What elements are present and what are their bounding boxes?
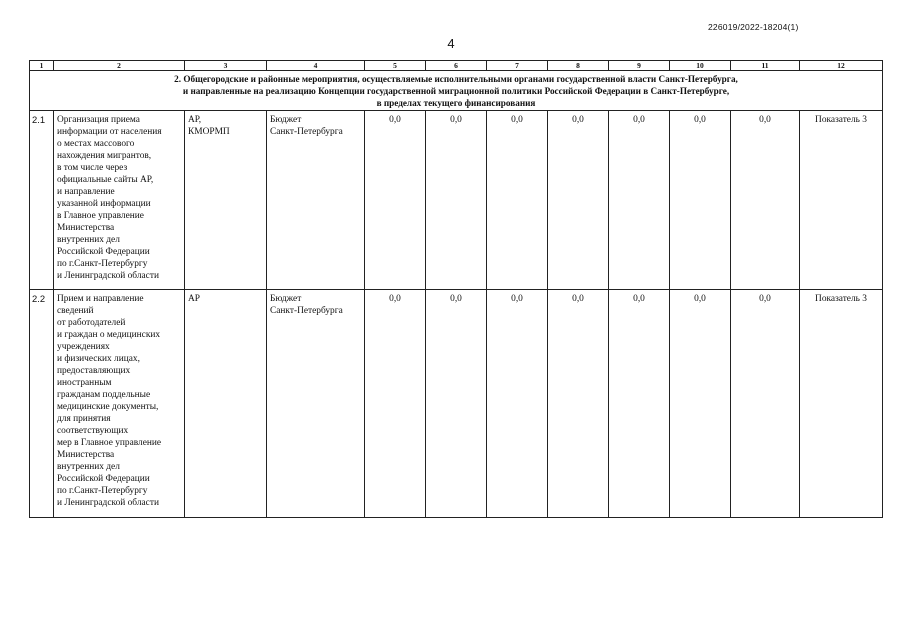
funding-value: 0,0 [731,289,800,517]
section-title-line: в пределах текущего финансирования [376,98,536,109]
funding-value: 0,0 [426,110,487,289]
funding-source [267,289,365,517]
executor [185,110,267,289]
text-line: АР [188,293,200,304]
funding-value: 0,0 [548,110,609,289]
column-number: 8 [548,61,609,71]
table-row [30,289,883,517]
column-number: 6 [426,61,487,71]
column-number: 10 [670,61,731,71]
text-line: Бюджет [270,293,302,304]
column-number: 5 [365,61,426,71]
page-number: 4 [447,36,455,51]
funding-value: 0,0 [609,289,670,517]
table-row [30,110,883,289]
column-number: 7 [487,61,548,71]
funding-source [267,110,365,289]
column-number: 4 [267,61,365,71]
text-line: и Ленинградской области [57,498,159,509]
text-line: иностранным [57,377,112,388]
text-line: предоставляющих [57,365,131,376]
activity-name [54,289,185,517]
section-title-line: 2. Общегородские и районные мероприятия, осуществляемые исполнительными органами государственной власти Санкт-Петербурга, [174,74,738,84]
text-line: Министерства [57,223,115,234]
text-line: гражданам поддельные [57,389,151,400]
column-number-row [30,61,883,71]
row-id: 2.1 [30,110,54,289]
text-line: внутренних дел [57,235,120,246]
executor [185,289,267,517]
column-number: 3 [185,61,267,71]
indicator: Показатель 3 [800,110,883,289]
text-line: нахождения мигрантов, [57,150,152,161]
text-line: Российской Федерации [57,474,150,485]
text-line: соответствующих [57,426,129,437]
text-line: в Главное управление [57,210,144,221]
text-line: о местах массового [57,138,135,149]
text-line: сведений [57,305,94,316]
text-line: и граждан о медицинских [57,329,161,340]
funding-value: 0,0 [426,289,487,517]
column-number: 12 [800,61,883,71]
funding-value: 0,0 [609,110,670,289]
column-number: 2 [54,61,185,71]
funding-value: 0,0 [365,289,426,517]
text-line: медицинские документы, [57,402,159,413]
text-line: Министерства [57,450,115,461]
text-line: по г.Санкт-Петербургу [57,259,148,270]
document-registration-number: 226019/2022-18204(1) [708,22,799,32]
text-line: АР, [188,114,202,125]
text-line: Организация приема [57,114,140,125]
text-line: Санкт-Петербурга [270,305,343,316]
indicator: Показатель 3 [800,289,883,517]
text-line: по г.Санкт-Петербургу [57,486,148,497]
text-line: информации от населения [57,126,162,137]
text-line: для принятия [57,414,111,425]
text-line: официальные сайты АР, [57,174,154,185]
funding-value: 0,0 [731,110,800,289]
column-number: 9 [609,61,670,71]
funding-value: 0,0 [487,110,548,289]
text-line: Российской Федерации [57,247,150,258]
funding-value: 0,0 [487,289,548,517]
text-line: и направление [57,186,115,197]
text-line: от работодателей [57,317,126,328]
text-line: в том числе через [57,162,128,173]
activity-name [54,110,185,289]
funding-value: 0,0 [670,289,731,517]
text-line: Санкт-Петербурга [270,126,343,137]
section-header-row [30,71,883,111]
row-id: 2.2 [30,289,54,517]
section-title-line: и направленные на реализацию Концепции государственной миграционной политики Российской Федерации в Санкт-Петербурге, [182,86,730,97]
column-number: 1 [30,61,54,71]
text-line: мер в Главное управление [57,438,162,449]
program-activities-table [29,60,883,518]
section-title [30,71,883,111]
funding-value: 0,0 [670,110,731,289]
text-line: КМОРМП [188,126,230,137]
text-line: учреждениях [57,341,110,352]
text-line: Прием и направление [57,293,144,304]
funding-value: 0,0 [548,289,609,517]
text-line: Бюджет [270,114,302,125]
text-line: и физических лицах, [57,353,140,364]
text-line: внутренних дел [57,462,120,473]
column-number: 11 [731,61,800,71]
text-line: указанной информации [57,198,151,209]
text-line: и Ленинградской области [57,271,159,282]
funding-value: 0,0 [365,110,426,289]
